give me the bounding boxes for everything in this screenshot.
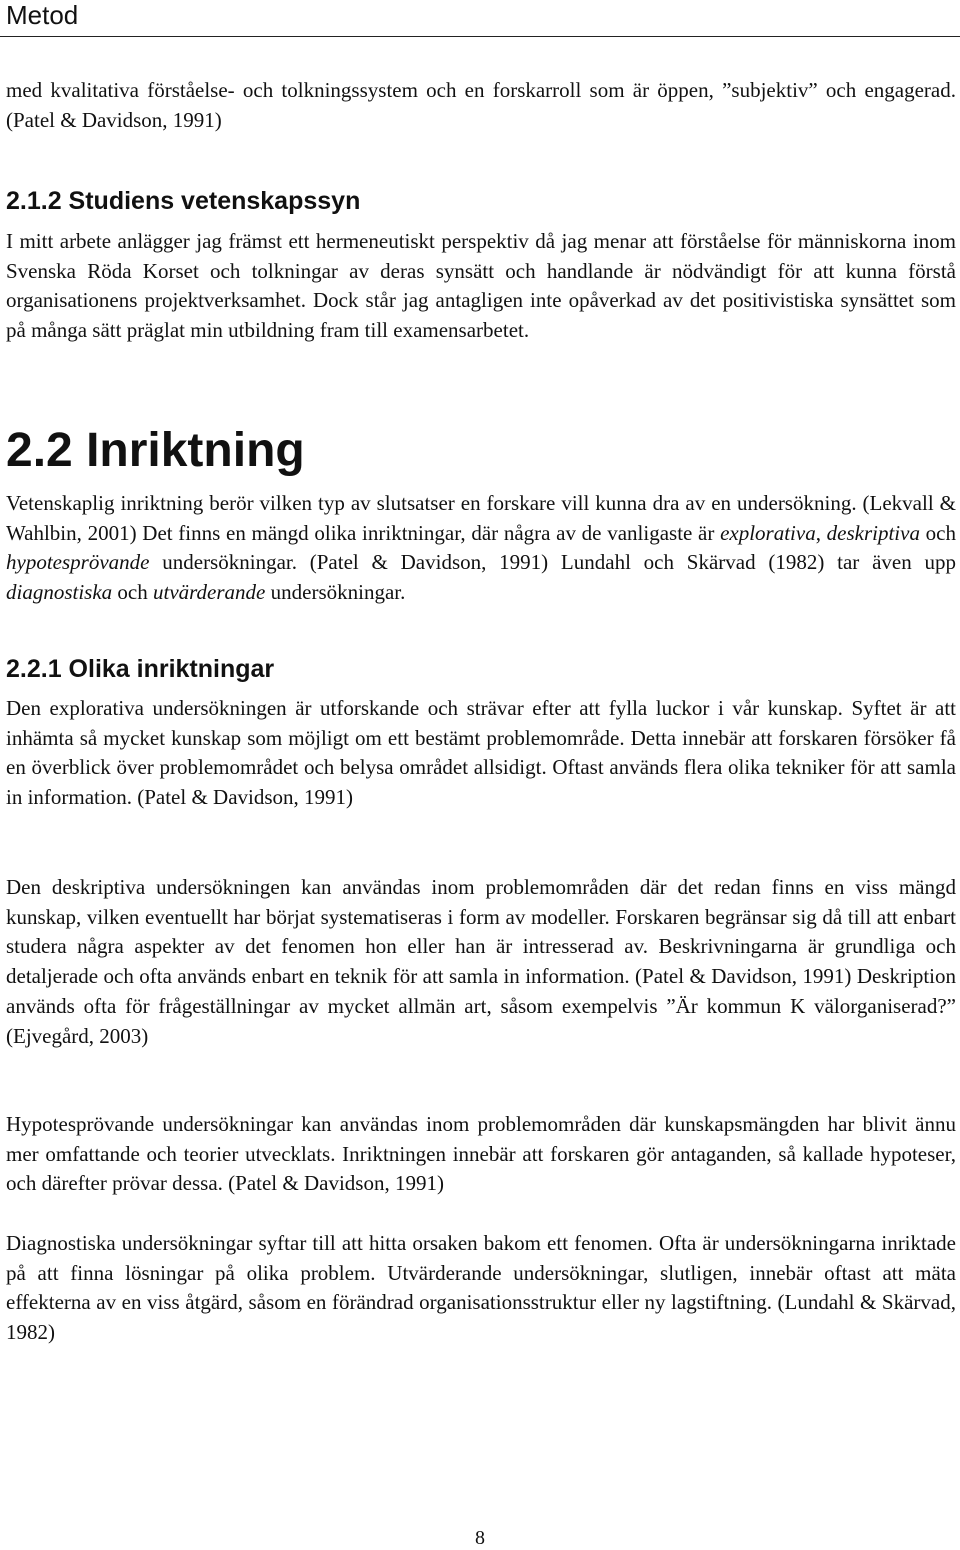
section-heading-2-1-2: 2.1.2 Studiens vetenskapssyn [6,187,361,215]
section-heading-2-2: 2.2 Inriktning [6,424,305,477]
text-run: och [112,580,153,605]
section-2-2-paragraph [6,489,956,608]
paragraph-explorativa: Den explorativa undersökningen är utforskande och strävar efter att fylla luckor i vår kunskap. Syftet är att inhämta så mycket kunskap som möjligt om ett bestämt problemområde. Detta innebär att forskaren försöker få en överblick över problemområdet och belysa området allsidigt. Oftast används flera olika tekniker för att samla in information. (Patel & Davidson, 1991) [6,696,956,810]
paragraph-deskriptiva: Den deskriptiva undersökningen kan användas inom problemområden där det redan finns en viss mängd kunskap, vilken eventuellt har börjat systematiseras i form av modeller. Forskaren begränsar sig då till att enbart studera några aspekter av det fenomen hon eller han är intresserad av. Beskrivningarna är grundliga och detaljerade och ofta används enbart en teknik för att samla in information. (Patel & Davidson, 1991) Deskription används ofta för frågeställningar av mycket allmän art, såsom exempelvis ”Är kommun K välorganiserad?” (Ejvegård, 2003) [6,875,956,1048]
text-run: Vetenskaplig inriktning berör vilken typ av slutsatser en forskare vill kunna dra av en undersökning. (Lekvall & Wahlbin, 2001) Det finns en mängd olika inriktningar, där några av de vanligaste är [6,491,956,545]
running-header-title: Metod [6,0,79,30]
section-2-1-2-paragraph: I mitt arbete anlägger jag främst ett hermeneutiskt perspektiv då jag menar att förståelse för människorna inom Svenska Röda Korset och tolkningar av deras synsätt och handlande är nödvändigt för att kunna förstå organisationens projektverksamhet. Dock står jag antagligen inte opåverkad av det positivistiska synsättet som på många sätt präglat min utbildning fram till examensarbetet. [6,229,956,343]
section-heading-2-2-1: 2.2.1 Olika inriktningar [6,655,275,683]
text-run: undersökningar. (Patel & Davidson, 1991) Lundahl och Skärvad (1982) tar även upp [149,550,956,575]
paragraph-diagnostiska: Diagnostiska undersökningar syftar till att hitta orsaken bakom ett fenomen. Ofta är undersökningarna inriktade på att finna lösningar på olika problem. Utvärderande undersökningar, slutligen, innebär oftast att mäta effekterna av en viss åtgärd, såsom en förändrad organisationsstruktur eller ny lagstiftning. (Lundahl & Skärvad, 1982) [6,1231,956,1345]
header-rule [0,36,960,37]
italic-term-diagnostiska: diagnostiska [6,580,113,605]
intro-paragraph: med kvalitativa förståelse- och tolkningssystem och en forskarroll som är öppen, ”subjektiv” och engagerad. (Patel & Davidson, 1991) [6,78,956,132]
text-run: undersökningar. [265,580,406,605]
italic-term-explorativa: explorativa [720,520,816,545]
italic-term-utvarderande: utvärderande [153,580,266,605]
text-run: och [919,520,956,545]
page-number: 8 [475,1527,485,1549]
text-run: , [815,520,827,545]
italic-term-deskriptiva: deskriptiva [826,520,920,545]
paragraph-hypotesprovande: Hypotesprövande undersökningar kan användas inom problemområden där kunskapsmängden har blivit ännu mer omfattande och teorier utvecklats. Inriktningen innebär att forskaren gör antaganden, så kallade hypoteser, och därefter prövar dessa. (Patel & Davidson, 1991) [6,1112,956,1196]
italic-term-hypotesprovande: hypotesprövande [6,550,150,575]
